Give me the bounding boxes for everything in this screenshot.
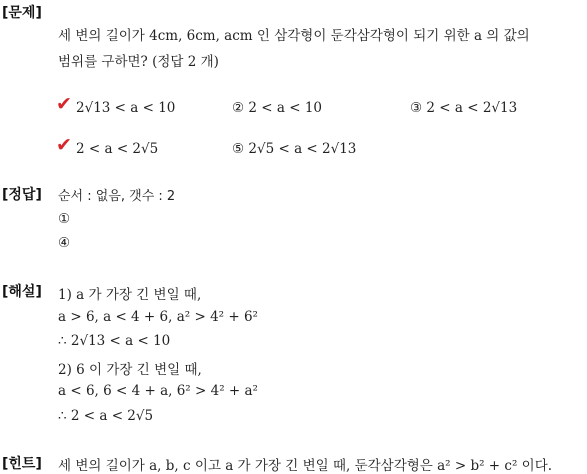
answer-item-2: ④ xyxy=(58,235,71,251)
question-text-line-2: 범위를 구하면? (정답 2 개) xyxy=(58,54,219,70)
explanation-label: [해설] xyxy=(2,284,42,300)
option-3[interactable]: ③ 2 < a < 2√13 xyxy=(410,100,518,116)
option-1[interactable]: 2√13 < a < 10 xyxy=(76,100,176,116)
option-4[interactable]: 2 < a < 2√5 xyxy=(76,141,159,157)
option-5[interactable]: ⑤ 2√5 < a < 2√13 xyxy=(232,141,357,157)
hint-text: 세 변의 길이가 a, b, c 이고 a 가 가장 긴 변일 때, 둔각삼각형은 a² > b² + c² 이다. xyxy=(58,458,553,474)
option-2[interactable]: ② 2 < a < 10 xyxy=(232,100,322,116)
explanation-line-6: ∴ 2 < a < 2√5 xyxy=(58,408,154,424)
explanation-line-5: a < 6, 6 < 4 + a, 6² > 4² + a² xyxy=(58,383,258,399)
answer-summary: 순서 : 없음, 갯수 : 2 xyxy=(58,189,176,204)
explanation-line-4: 2) 6 이 가장 긴 변일 때, xyxy=(58,362,202,378)
question-text-line-1: 세 변의 길이가 4cm, 6cm, acm 인 삼각형이 둔각삼각형이 되기 위한 a 의 값의 xyxy=(58,28,530,44)
explanation-line-3: ∴ 2√13 < a < 10 xyxy=(58,333,171,349)
hint-label: [힌트] xyxy=(2,456,42,472)
explanation-line-1: 1) a 가 가장 긴 변일 때, xyxy=(58,287,202,303)
check-mark-icon: ✔ xyxy=(56,93,72,115)
answer-item-1: ① xyxy=(58,211,71,227)
check-mark-icon: ✔ xyxy=(56,134,72,156)
answer-label: [정답] xyxy=(2,187,42,203)
question-label: [문제] xyxy=(2,5,42,21)
explanation-line-2: a > 6, a < 4 + 6, a² > 4² + 6² xyxy=(58,309,258,325)
